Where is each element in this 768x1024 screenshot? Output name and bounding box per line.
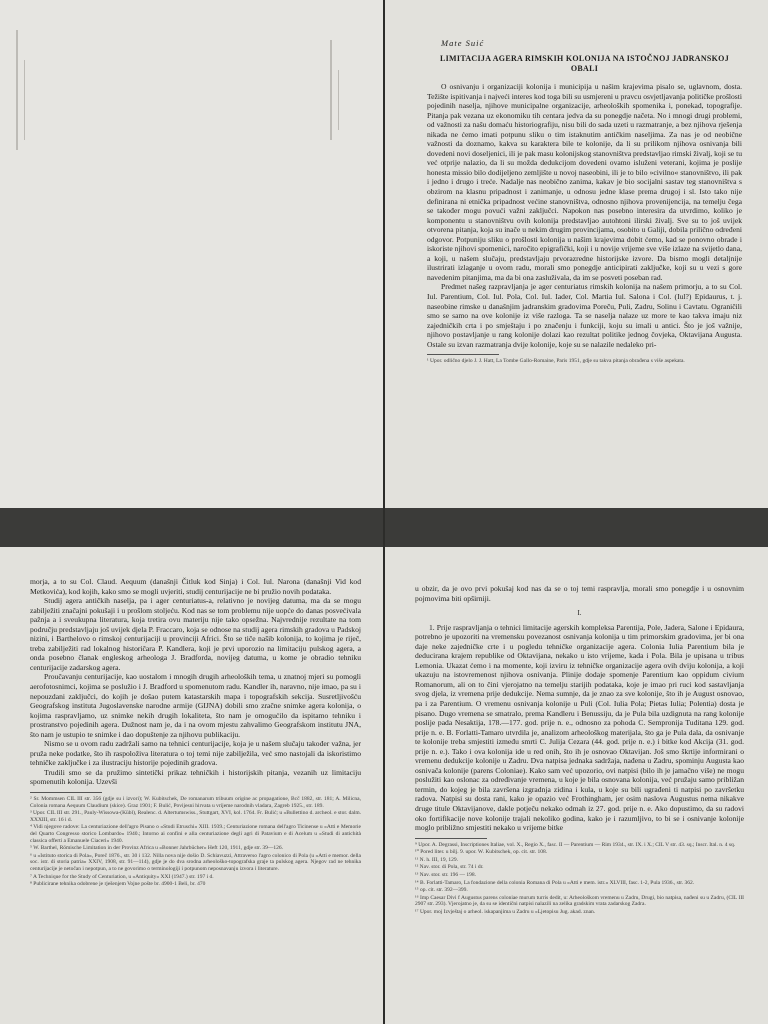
footnote-rule bbox=[30, 792, 102, 793]
footnote: ¹⁵ op. cit. str. 392—399. bbox=[415, 887, 468, 894]
article-body bbox=[30, 577, 361, 787]
footnote: ³ Upor. CIL III str. 291., Pauly-Wissowa-(Kübl), Realenc. d. Altertumswiss., Stuttgart, XVI, kol. 1764. Fr. Bulić; u »Bullettino d. archeol. e stor. dalm. XXXIII, str. 16 i d. bbox=[30, 810, 361, 823]
footnote: ¹⁴ B. Forlatti-Tamaro, La fondazione della colonia Romana di Pola u »Atti e mem. istr.« XLVIII, fasc. 1-2, Pula 1936., str. 362. bbox=[415, 879, 695, 886]
paragraph: 1. Prije raspravljanja o tehnici limitacije agerskih kompleksa Parentija, Pole, Jadera, Salone i Epidaura, potrebno je upozoriti na vremensku povezanost osnivanja kolonija u tim primorskim gradovima, jer bi ona daje neke zajedničke crte i u pogledu tehničke organizacije agera. Colonia Iulia Parentium bila je deducirana krajem republike od Oktavijana, nekako u isto vrijeme, kada i Pola. Bila je upisana u tribus Lemonia. Ukazat ćemo i na momente, koji izviru iz tehničke organizacije agera ovih dviju kolonija, a koji ukazuju na istovremenost njihova osnivanja. Plinije dodaje spomenje Parentium kao oppidum civium Romanorum, ali on to čini vjerojatno na temelju starijih podataka, koje je imao pri ruci kod sastavljanja svog djela, iz vremena prije dedukcije. Nema sumnje, da je znao za sve kolonije, što ih je August osnovao, pa i za Parentium. O vremenu osnivanja kolonije u Puli (Col. Iulia Pola; Pietas Iulia; Polentia) dosta je pisano. Dugo vremena se smatralo, prema Kandleru i Benussiju, da je Pula bila uzdignuta na rang kolonije poslije pada Nesaktija, 178.—177. god. prije n. e., odnosno za pohoda C. Sempronija Tuditana 129. god. prije n. e. B. Forlatti-Tamaro utvrdila je, analizom arheološkog materijala, što ga je Pula dala, da osnivanje te kolonije treba smjestiti između smrti C. Julija Cezara (44. god. prije n. e.) i bitke kod Akcija (31. god. prije n. e.). Tako i ova kolonija ide u red onih, što ih je osnovao Oktavijan. Još smo škrtije informirani o vremenu dedukcije kolonije u Zadru. Dva natpisa jednaka sadržaja, nađena u Zadru, spominju Augusta kao osnivača kolonije (parens Coloniae). Kako sam već upozorio, ovi natpisi (bilo ih je jamačno više) ne mogu poslužiti kao oslonac za određivanje vremena, u koje je bila osnovana kolonija, već pružaju samo približan termin, do kojeg je bila završena izgradnja zidina i kula, u koje su bili ugrađeni ti natpisi po završetku radova. Natpisi su dosta rani, kako je opazio već Frothingham, jer osim naslova Augustus nema nikakve druge titule Oktavijanove, dakle potječu nekako odmah iz 27. god. prije n. e. Ako dopustimo, da su radovi oko fortifikacije nove kolonije trajali nekoliko godina, kako je i razumljivo, to bi se i osnivanje kolonije moglo približno smjestiti nekako u vrijeme bitke bbox=[415, 622, 744, 833]
paragraph: Predmet našeg razpravljanja je ager centuriatus rimskih kolonija na našem primorju, a to su Col. Iul. Parentium, Col. Iul. Pola, Col. Iul. Iader, Col. Martia Iul. Salona i Col. (Iul?) Epidaurus, t. j. naseobine rimske u današnjim jadranskim gradovima Poreču, Puli, Zadru, Solinu i Cavtatu. Ograničili smo se samo na ove kolonije iz više razloga. Ta se naselja nalaze uz more te kao takva imaju niz zajedničkih crta i po smještaju i po značenju i funkciji, koju su imali u antici. Što je još važnije, njihovo postavljanje u rang kolonije dolazi kao rezultat politike jednog čovjeka, Oktavijana Augusta. Ostale su izvan razmatranja dvije kolonije, koje su se nalazile nedaleko pri- bbox=[427, 282, 742, 349]
footnote: ¹¹ N. h. III, 19, 129. bbox=[415, 856, 459, 863]
page-top-left-blank bbox=[0, 0, 383, 508]
scan-scuff-mark bbox=[16, 30, 18, 150]
footnote: ¹³ Nav. stor. str. 196 — 198. bbox=[415, 872, 476, 879]
footnote: ¹ Upor. odlično djelo J. J. Hatt, La Tombe Gallo-Romaine, Paris 1951, gdje su takva pitanja obrađena s više aspekata. bbox=[427, 358, 685, 365]
paragraph: u obzir, da je ovo prvi pokušaj kod nas da se o toj temi raspravlja, morali smo ponegdje i u osnovnim pojmovima biti opširniji. bbox=[415, 584, 744, 603]
article-body bbox=[415, 584, 744, 833]
paragraph: O osnivanju i organizaciji kolonija i municipija u našim krajevima pisalo se, uglavnom, dosta. Težište ispitivanja i najveći interes kod toga bili su usmjereni u pravcu osvjetljavanja političke prošlosti pojedinih naselja, njihove municipalne organizacije, arheoloških spomenika i, ponekad, topografije. Pitanja pak vezana uz ekonomiku tih centara jedva da su ponegdje načeta. No i mnogi drugi problemi, od važnosti za našu domaću historiografiju, nisu bili do sada uzeti u razmatranje, a bez njihova rješenja nikada ne ćemo imati potpunu sliku o tim istaknutim antičkim naseljima. Za nas je od neobične važnosti da doznamo, kakva su karaktera bile te kolonije, da li su prilikom njihova osnivanja bili dovedeni novi doseljenici, ili je pak masu kolonijskog stanovništva predstavljao rimski živalj, koji se tu već otprije nalazio, da li su možda dedukcijom dovedeni ovamo isluženi veterani, kojima je poslije honesta missio bilo dodijeljeno zemljište u novoj naseobini, ili je to bilo »civilno« stanovništvo, ili pak i jedno i drugo i treće. Nadalje nas neobično zanima, kakav je bio socijalni sastav teg stanovništva s obzirom na klasnu pripadnost i zanimanje, u odnosu jedne klase prema drugoj i sl. Isto tako nije definirana ni etnička pripadnost većine stanovništva, odnosno njihova provenijencija, na temelju čega se također mogu povući važni zaključci. Napokon nas posebno interesira da utvrdimo, koliko je komponentu u stanovništvu ovih kolonija predstavljao autohtoni ilirski živalj. Sve su to još uvijek otvorena pitanja, koja su inače u nekim drugim provincijama, osobito u Galiji, dobila prilično određeni odgovor. Potpuniju sliku o prošlosti kolonija u našim krajevima dobit ćemo, kad se ponovno obrade i iskoriste njihovi spomenici, naročito epigrafički, koji i u novije vrijeme sve više izlaze na svijetlo dana, a koji, u našem slučaju, predstavljaju prvorazredne historijske izvore. Da bismo mogli detaljnije ilustrirati izlaganje u ovom radu, morali smo ponegdje anticipirati zaključke, koji su u vezi s gore navedenim pitanjima, ma da bi ona zasluživala, da im se posveti poseban rad. bbox=[427, 82, 742, 282]
paragraph: Studij agera antičkih naselja, pa i ager centuriatus-a, relativno je novijeg datuma, ma da se mogu zabilježiti značajni pokušaji i u prošlom stoljeću. Kod nas se tom problemu nije uopće do danas posvećivala pažnja a i sveukupna literatura, koja tretira ovu materiju nije tako opsežna. Najvrednije rezultate na tom području predstavljaju još uvijek djela P. Fraccaro, koja se odnose na studij agera rimskih gradova u Padskoj nizini, i Barthelovo o rimskoj centurijaciji u provinciji Africi. Što se tiče našib kolonija, to kojima je riječ, treba zabilježiti rad lokalnog historičara P. Kandlera, koji je prvi uporozio na limitaciju pulskog agera, a onda posebno članak engleskog arheologa J. Bradforda, novijeg datuma, u kome je obradio tehniku centurijacije zadarskog agera. bbox=[30, 596, 361, 672]
footnote: ⁶ u »Istituto storica di Pola«, Poreč 1876., str. 30 i 132. Nilla nova nije došio D. Schiavuzzi, Attraverso l'agro colonico di Pola (u »Atti e memor. della soc. istr. di storia patria« XXIV, 1908, str. 91—114), gdje je do dva srodna arheološko-topografska graje ta pulskog agera. Njegov rad ne tehnika centurijacije je netočan i nepotpun, a to ne govorimo o terminologiji i potpunom neposnavanju izvora i literature. bbox=[30, 852, 361, 872]
footnote: ¹² Nav. stor. di Pola, str. 74 i dr. bbox=[415, 864, 484, 871]
footnote-rule bbox=[415, 838, 487, 839]
article-body bbox=[427, 82, 742, 349]
page-top-right bbox=[385, 0, 768, 508]
footnote: ² Sr. Mommsen CIL III str. 356 (gdje su i izvori); W. Kubitschek, De romanarum tribuum origine ac propagatione, Bcč 1882, str. 181; A. Milicna, Colonia romana Aequum Claudium (skice). Graz 1901; F. Bulić, Povijesni hirvata u vrijeme narodnih vladara, Zagreb 1925., str. 189. bbox=[30, 796, 361, 809]
article-author: Mate Suić bbox=[441, 38, 485, 48]
footnote: ¹⁰ Pored liter. u bilj. 9. upor. W. Kubitschek, op. cit. str. 108. bbox=[415, 849, 548, 856]
paragraph: morja, a to su Col. Claud. Aequum (današnji Čitluk kod Sinja) i Col. Iul. Narona (današnji Vid kod Metkovića), kod kojih, kako smo se mogli uvjeriti, studij centurijacije ne bi pružio novih podataka. bbox=[30, 577, 361, 596]
page-bottom-left bbox=[0, 547, 383, 1024]
book-spine bbox=[383, 0, 385, 1024]
footnote: ¹⁷ Upor. moj Izvještaj o arheol. iskapanjima u Zadru u »Ljetopisu Jug. akad. znan. bbox=[415, 909, 596, 916]
footnote: ⁴ Vidi njegove radove: La centuriazione dell'agro Pisano o »Studi Etruschi« XIII. 1939.; Centuriazione romana dell'agro Ticinense u »Atti e Memorie del Quarto Congresso storico Lombardo« 1940.; Intorno ai confini e alla centuriazione degli agri di Patavium e di Acelum u »Studi di antichità classica offerti a Emanuele Ciaceri« 1940. bbox=[30, 824, 361, 844]
footnote: ⁸ Publicirane tehnika odobrene je rješenjem Vojne pošte br. 4900-1 Beli, br. 470 bbox=[30, 881, 206, 888]
section-number: I. bbox=[577, 609, 582, 618]
scan-scuff-mark bbox=[338, 70, 339, 130]
footnote: ¹⁶ Imp Caesar Divi f Augustus parens coloniae murum turris dedit, u: Arheološkom vremenu u Zadru, Drugi, bio natpisa, nađeni su u Zadru, (CIL III 2907 str. 293). Vjerojatno je, da su se identični natpisi nalazili na zelika gradskim vrata zadarskog Zadra. bbox=[415, 894, 744, 908]
paragraph: Trudili smo se da pružimo sintetički prikaz tehničkih i historijskih pitanja, vezanih uz limitaciju spomenutih kolonija. Uzevši bbox=[30, 767, 361, 787]
paragraph: Nismo se u ovom radu zadržali samo na tehnici centurijacije, koja je u našem slučaju također važna, jer pruža neke podatke, što ih raspoloživa literatura o toj temi nije zabilježila, već smo nastojali da iskoristimo tehničke zaključke i za ilustraciju historije pojedinih gradova. bbox=[30, 739, 361, 768]
footnote: ⁷ A Technique for the Study of Centuriation, u »Antiquity« XXI (1947.) str. 197 i d. bbox=[30, 873, 214, 880]
scan-scuff-mark bbox=[24, 60, 25, 140]
article-title: LIMITACIJA AGERA RIMSKIH KOLONIJA NA ISTOČNOJ JADRANSKOJ OBALI bbox=[440, 54, 729, 73]
footnote-rule bbox=[427, 354, 499, 355]
paragraph: Proučavanju centurijacije, kao uostalom i mnogih drugih arheoloških tema, u znatnoj mjeri su pomogli aerofotosnimci, kojima se poslužio i J. Bradford u spomenutom radu. Kandler ih, naravno, nije imao, pa su i nepouzdani zaključci, do kojih je došao putem katastarskih mapa i topografskih sekcija. Susretljivošću Geografskog instituta Jugoslavenske narodne armije (GIJNA) dobili smo zračne snimke agera kolonija, o kojima raspravljamo, uz snimke nekih drugih lokaliteta, što nam je omogućilo da ispitamo tehniku i prostranstvo pojedinih agera. Dužnost nam je, da i na ovom mjestu zahvalimo Geografskom institutu JNA, što nam je ustupio te snimke i dao dopuštenje za njihovu publikaciju. bbox=[30, 672, 361, 739]
footnote: ⁹ Upor. A. Degrassi, Inscriptiones Italiae, vol. X., Regio X., fasc. II — Parentium — Rim 1934., str. IX. i X.; CIL V str. 43. sq.; Inscr. Ital. n. 4 sq. bbox=[415, 841, 736, 848]
page-bottom-right bbox=[385, 547, 768, 1024]
footnote: ⁵ W. Barthel, Römische Limitation in der Provinz Africa u »Bonner Jahrbücher« Heft 120, 1911, gdje str. 39—126. bbox=[30, 845, 283, 852]
scan-scuff-mark bbox=[330, 40, 332, 140]
